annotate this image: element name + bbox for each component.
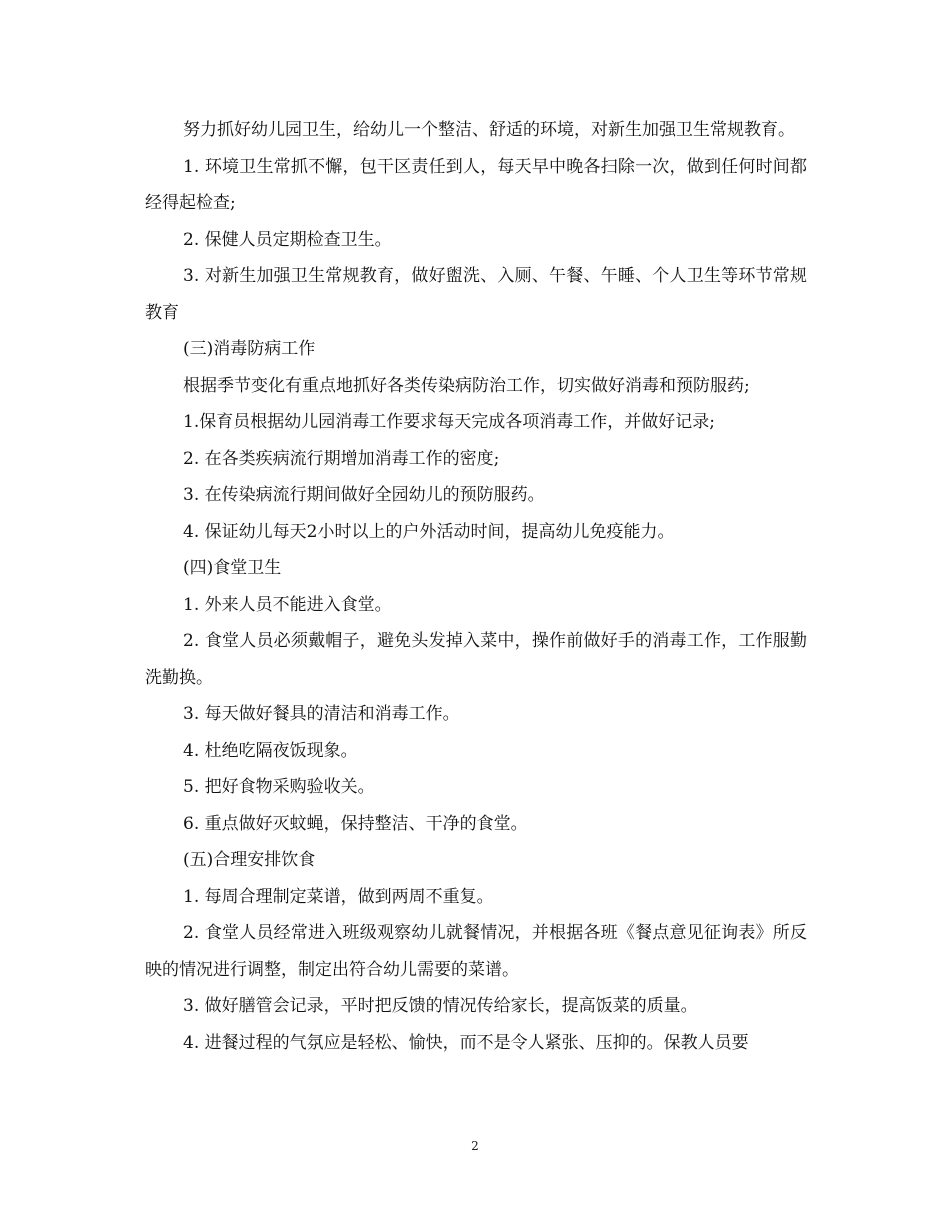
- page-number: 2: [471, 1139, 479, 1153]
- section-heading-diet: (五)合理安排饮食: [183, 850, 316, 870]
- list-item-meal-atmosphere: 4. 进餐过程的气氛应是轻松、愉快，而不是令人紧张、压抑的。保教人员要: [183, 1032, 749, 1053]
- list-item-outdoor-activity: 4. 保证幼儿每天2小时以上的户外活动时间，提高幼儿免疫能力。: [183, 521, 675, 542]
- list-item-weekly-menu: 1. 每周合理制定菜谱，做到两周不重复。: [183, 886, 494, 907]
- list-item-meal-records: 3. 做好膳管会记录，平时把反馈的情况传给家长，提高饭菜的质量。: [183, 996, 698, 1016]
- list-item-meal-feedback: 2. 食堂人员经常进入班级观察幼儿就餐情况，并根据各班《餐点意见征询表》所反映的情况进行调整，制定出符合幼儿需要的菜谱。: [145, 923, 807, 980]
- list-item-disinfection-frequency: 2. 在各类疾病流行期增加消毒工作的密度;: [183, 448, 500, 469]
- list-item-new-student-education: 3. 对新生加强卫生常规教育，做好盥洗、入厕、午餐、午睡、个人卫生等环节常规教育: [145, 266, 807, 323]
- list-item-preventive-medicine: 3. 在传染病流行期间做好全园幼儿的预防服药。: [183, 485, 545, 505]
- section-heading-disinfection: (三)消毒防病工作: [183, 339, 316, 359]
- list-item-canteen-staff-hygiene: 2. 食堂人员必须戴帽子，避免头发掉入菜中，操作前做好手的消毒工作，工作服勤洗勤换。: [145, 631, 807, 688]
- list-item-daily-disinfection: 1.保育员根据幼儿园消毒工作要求每天完成各项消毒工作，并做好记录;: [183, 412, 715, 432]
- list-item-pest-control: 6. 重点做好灭蚊蝇，保持整洁、干净的食堂。: [183, 813, 528, 834]
- list-item-no-outsiders: 1. 外来人员不能进入食堂。: [183, 594, 392, 615]
- paragraph-disinfection-intro: 根据季节变化有重点地抓好各类传染病防治工作，切实做好消毒和预防服药;: [183, 375, 750, 396]
- list-item-food-inspection: 5. 把好食物采购验收关。: [183, 777, 375, 797]
- paragraph-hygiene-intro: 努力抓好幼儿园卫生，给幼儿一个整洁、舒适的环境，对新生加强卫生常规教育。: [183, 120, 795, 140]
- list-item-health-check: 2. 保健人员定期检查卫生。: [183, 229, 392, 250]
- list-item-environment-hygiene: 1. 环境卫生常抓不懈，包干区责任到人，每天早中晚各扫除一次，做到任何时间都经得起检查;: [145, 156, 807, 213]
- list-item-tableware-cleaning: 3. 每天做好餐具的清洁和消毒工作。: [183, 704, 460, 724]
- list-item-no-leftovers: 4. 杜绝吃隔夜饭现象。: [183, 740, 358, 761]
- document-body: [145, 112, 807, 1061]
- section-heading-canteen: (四)食堂卫生: [183, 558, 282, 578]
